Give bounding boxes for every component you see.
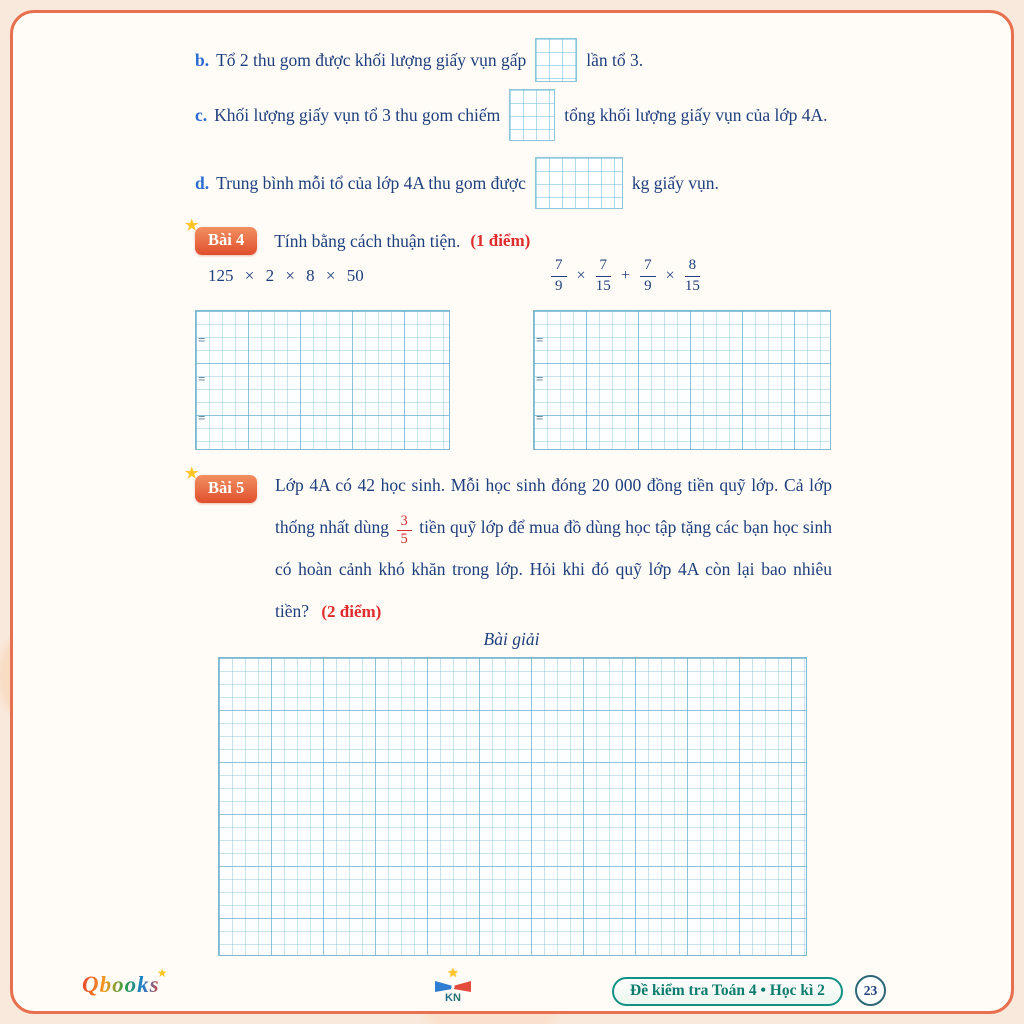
publisher-logo-text: KN [424,993,482,1004]
bai5-badge [185,466,257,503]
question-item-d [195,158,860,208]
star-icon: ★ [447,965,459,980]
footer-title-badge: Đề kiểm tra Toán 4 • Học kì 2 [612,977,843,1006]
equals-mark: = [198,410,206,425]
bai5-badge-label: Bài 5 [208,478,245,497]
item-c-answer-box[interactable] [509,89,555,141]
item-b-label: b. [195,49,210,70]
bai4-work-grid-right[interactable] [533,310,831,450]
equals-mark: = [536,332,544,347]
item-b-text-after: lần tổ 3. [586,49,644,70]
equals-mark: = [536,410,544,425]
bai4-badge [185,218,257,255]
bai5-text-before: Lớp 4A có 42 học sinh. Mỗi học sinh đóng 20 000 đồng tiền quỹ lớp. Cả lớp thống nhất dùng [275,475,832,537]
fraction-7-9: $\frac{7}{9}$ [551,257,567,295]
item-b-answer-box[interactable] [535,38,577,82]
star-icon: ★ [185,466,199,482]
bai4-heading-row [185,218,531,255]
item-c-text-before: Khối lượng giấy vụn tổ 3 thu gom chiếm [214,104,501,125]
star-icon: ★ [156,966,168,980]
question-item-c [195,90,860,140]
equals-mark: = [198,332,206,347]
item-c-text-after: tổng khối lượng giấy vụn của lớp 4A. [564,104,828,125]
qbooks-logo-text: Qbooks [82,972,160,997]
fraction-3-5: $\frac{3}{5}$ [397,514,412,549]
item-d-text-after: kg giấy vụn. [631,172,719,193]
multiply-operator-2: × [665,267,675,284]
open-book-icon [435,981,471,992]
bai5-text-after: tiền quỹ lớp để mua đồ dùng học tập tặng các bạn học sinh có hoàn cảnh khó khăn trong lớp. Hỏi khi đó quỹ lớp 4A còn lại bao nhiêu tiền? [275,517,833,621]
bai4-expression-right [548,254,703,298]
item-d-answer-box[interactable] [535,157,623,209]
question-item-b [195,38,860,82]
page-number: 23 [863,982,878,998]
bai5-solution-grid[interactable] [218,657,807,956]
page-number-badge [855,975,886,1006]
multiply-operator: × [576,267,586,284]
bai4-expression-left: 125 × 2 × 8 × 50 [208,266,364,285]
bai5-points: (2 điểm) [321,602,382,621]
publisher-logo [424,966,482,1004]
bai5-problem-text [275,464,832,633]
bai4-points: (1 điểm) [470,231,531,250]
fraction-7-9-b: $\frac{7}{9}$ [640,257,656,295]
bai4-title: Tính bằng cách thuận tiện. [274,230,461,251]
equals-mark: = [536,371,544,386]
star-icon: ★ [185,218,199,234]
plus-operator: + [621,267,631,284]
bai4-badge-label: Bài 4 [208,230,245,249]
fraction-7-15: $\frac{7}{15}$ [595,257,611,294]
item-d-text-before: Trung bình mỗi tổ của lớp 4A thu gom được [216,172,526,193]
fraction-8-15: $\frac{8}{15}$ [684,257,700,294]
item-b-text-before: Tổ 2 thu gom được khối lượng giấy vụn gấp [216,49,527,70]
qbooks-logo [82,966,168,998]
item-c-label: c. [195,104,208,125]
bai5-heading-row [185,466,257,503]
equals-mark: = [198,371,206,386]
solution-heading: Bài giải [483,629,540,649]
bai4-work-grid-left[interactable] [195,310,450,450]
item-d-label: d. [195,172,210,193]
